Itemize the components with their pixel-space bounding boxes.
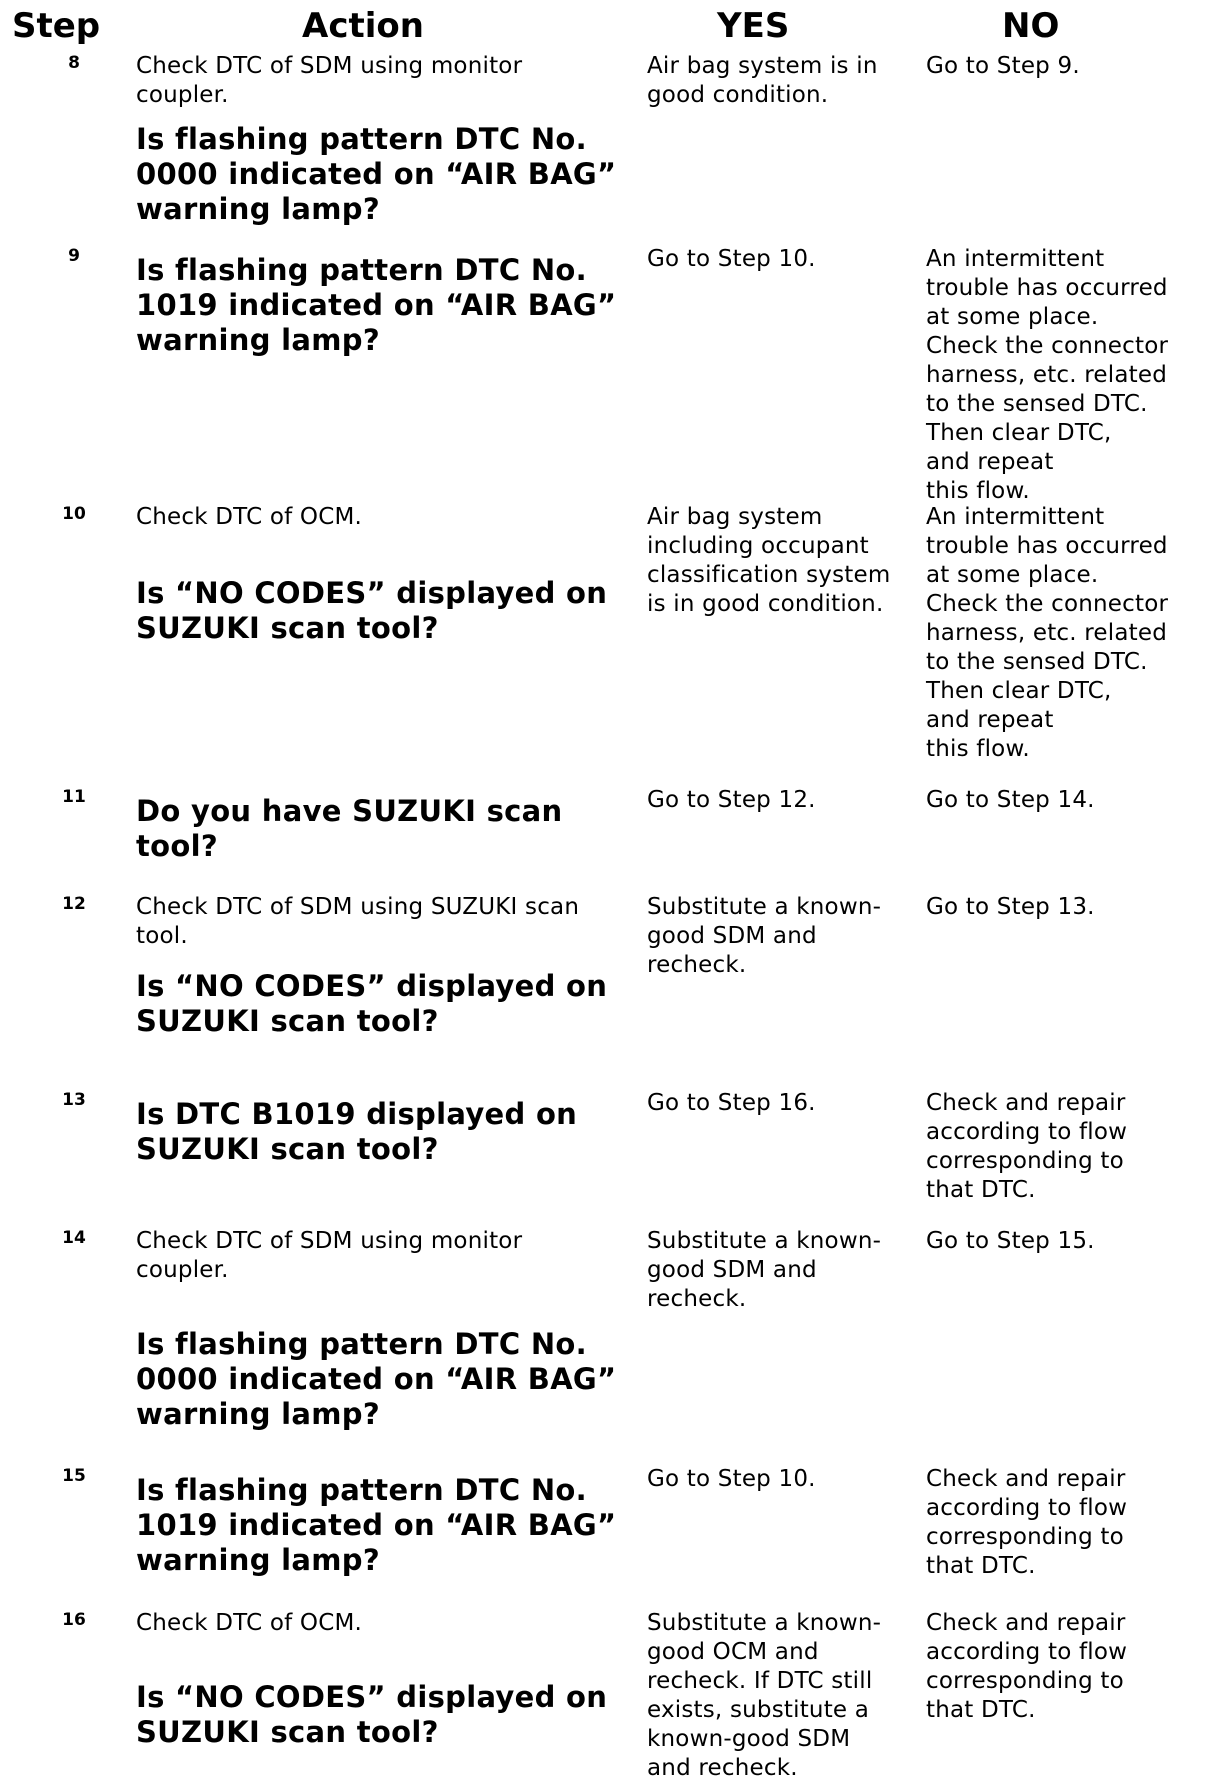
yes-cell [647, 245, 909, 274]
instruction-line: coupler. [136, 1257, 229, 1283]
no-line: corresponding to [926, 1148, 1124, 1174]
no-line: Go to Step 9. [926, 53, 1080, 79]
no-line: at some place. [926, 304, 1099, 330]
yes-cell [647, 786, 909, 815]
yes-line: recheck. If DTC still [647, 1668, 873, 1694]
action-question [136, 1680, 636, 1750]
no-cell [926, 1089, 1216, 1205]
question-line: 0000 indicated on “AIR BAG” [136, 157, 617, 191]
no-cell [926, 893, 1216, 922]
yes-line: Go to Step 10. [647, 246, 816, 272]
question-line: Is “NO CODES” displayed on [136, 1680, 608, 1714]
question-line: Is flashing pattern DTC No. [136, 122, 587, 156]
step-number: 11 [62, 787, 86, 807]
action-question [136, 1473, 636, 1578]
no-line: Check and repair [926, 1610, 1126, 1636]
action-question [136, 969, 636, 1039]
action-question [136, 1097, 636, 1167]
header-action: Action [302, 6, 424, 46]
header-no: NO [1002, 6, 1060, 46]
no-cell [926, 1609, 1216, 1725]
no-line: harness, etc. related [926, 362, 1168, 388]
question-line: Is flashing pattern DTC No. [136, 1473, 587, 1507]
action-question [136, 1327, 636, 1432]
no-cell [926, 245, 1216, 506]
header-step: Step [12, 6, 101, 46]
question-line: 1019 indicated on “AIR BAG” [136, 288, 617, 322]
yes-line: Air bag system [647, 504, 823, 530]
step-number: 16 [62, 1610, 86, 1630]
no-line: Check the connector [926, 333, 1169, 359]
question-line: Is flashing pattern DTC No. [136, 1327, 587, 1361]
question-line: SUZUKI scan tool? [136, 1004, 439, 1038]
action-cell [136, 52, 636, 227]
step-number: 13 [62, 1090, 86, 1110]
action-cell [136, 1609, 636, 1750]
no-line: that DTC. [926, 1697, 1036, 1723]
no-line: Then clear DTC, [926, 420, 1112, 446]
instruction-line: Check DTC of SDM using SUZUKI scan [136, 894, 580, 920]
yes-line: recheck. [647, 1286, 747, 1312]
action-cell [136, 245, 636, 358]
no-line: according to flow [926, 1119, 1128, 1145]
instruction-line: Check DTC of OCM. [136, 1610, 363, 1636]
yes-cell [647, 503, 909, 619]
no-line: according to flow [926, 1495, 1128, 1521]
no-line: to the sensed DTC. [926, 391, 1148, 417]
no-line: Check the connector [926, 591, 1169, 617]
instruction-line: Check DTC of OCM. [136, 504, 363, 530]
action-instruction [136, 893, 636, 951]
action-instruction [136, 1609, 636, 1638]
action-instruction [136, 503, 636, 532]
no-line: Go to Step 13. [926, 894, 1095, 920]
yes-line: including occupant [647, 533, 869, 559]
action-question [136, 253, 636, 358]
yes-line: Go to Step 12. [647, 787, 816, 813]
yes-line: recheck. [647, 952, 747, 978]
question-line: SUZUKI scan tool? [136, 1715, 439, 1749]
yes-cell [647, 1089, 909, 1118]
no-cell [926, 786, 1216, 815]
action-cell [136, 1089, 636, 1167]
action-instruction [136, 52, 636, 110]
no-line: trouble has occurred [926, 533, 1168, 559]
step-number: 15 [62, 1466, 86, 1486]
no-line: that DTC. [926, 1553, 1036, 1579]
instruction-line: coupler. [136, 82, 229, 108]
yes-line: Go to Step 10. [647, 1466, 816, 1492]
no-line: this flow. [926, 478, 1030, 504]
action-question [136, 122, 636, 227]
yes-line: good SDM and [647, 1257, 817, 1283]
yes-cell [647, 52, 909, 110]
no-line: at some place. [926, 562, 1099, 588]
step-number: 14 [62, 1228, 86, 1248]
action-cell [136, 1465, 636, 1578]
action-question [136, 794, 636, 864]
yes-line: classification system [647, 562, 891, 588]
yes-line: and recheck. [647, 1755, 798, 1781]
no-line: trouble has occurred [926, 275, 1168, 301]
question-line: tool? [136, 829, 218, 863]
action-instruction [136, 1227, 636, 1285]
question-line: 0000 indicated on “AIR BAG” [136, 1362, 617, 1396]
no-line: that DTC. [926, 1177, 1036, 1203]
yes-cell [647, 1609, 909, 1783]
no-line: Go to Step 14. [926, 787, 1095, 813]
no-line: and repeat [926, 449, 1054, 475]
question-line: SUZUKI scan tool? [136, 1132, 439, 1166]
no-line: Go to Step 15. [926, 1228, 1095, 1254]
question-line: Is flashing pattern DTC No. [136, 253, 587, 287]
no-line: according to flow [926, 1639, 1128, 1665]
yes-line: Substitute a known- [647, 1228, 882, 1254]
yes-line: good SDM and [647, 923, 817, 949]
yes-line: is in good condition. [647, 591, 884, 617]
no-cell [926, 1227, 1216, 1256]
action-cell [136, 893, 636, 1039]
yes-cell [647, 1227, 909, 1314]
yes-line: good OCM and [647, 1639, 819, 1665]
no-cell [926, 503, 1216, 764]
no-line: Then clear DTC, [926, 678, 1112, 704]
action-question [136, 576, 636, 646]
question-line: Is DTC B1019 displayed on [136, 1097, 578, 1131]
instruction-line: Check DTC of SDM using monitor [136, 53, 523, 79]
no-line: corresponding to [926, 1668, 1124, 1694]
question-line: 1019 indicated on “AIR BAG” [136, 1508, 617, 1542]
no-line: Check and repair [926, 1090, 1126, 1116]
question-line: warning lamp? [136, 192, 380, 226]
yes-line: Substitute a known- [647, 1610, 882, 1636]
no-cell [926, 52, 1216, 81]
no-line: harness, etc. related [926, 620, 1168, 646]
step-number: 10 [62, 504, 86, 524]
step-number: 8 [68, 53, 80, 73]
step-number: 12 [62, 894, 86, 914]
question-line: Is “NO CODES” displayed on [136, 969, 608, 1003]
yes-line: exists, substitute a [647, 1697, 870, 1723]
action-cell [136, 786, 636, 864]
question-line: warning lamp? [136, 1543, 380, 1577]
question-line: Is “NO CODES” displayed on [136, 576, 608, 610]
no-line: this flow. [926, 736, 1030, 762]
header-yes: YES [717, 6, 790, 46]
yes-line: good condition. [647, 82, 829, 108]
instruction-line: tool. [136, 923, 188, 949]
no-line: corresponding to [926, 1524, 1124, 1550]
no-line: An intermittent [926, 246, 1105, 272]
question-line: warning lamp? [136, 323, 380, 357]
no-line: and repeat [926, 707, 1054, 733]
action-cell [136, 1227, 636, 1432]
yes-cell [647, 1465, 909, 1494]
question-line: Do you have SUZUKI scan [136, 794, 563, 828]
no-line: Check and repair [926, 1466, 1126, 1492]
no-line: An intermittent [926, 504, 1105, 530]
yes-line: known-good SDM [647, 1726, 851, 1752]
yes-cell [647, 893, 909, 980]
yes-line: Go to Step 16. [647, 1090, 816, 1116]
question-line: SUZUKI scan tool? [136, 611, 439, 645]
question-line: warning lamp? [136, 1397, 380, 1431]
yes-line: Air bag system is in [647, 53, 878, 79]
no-cell [926, 1465, 1216, 1581]
yes-line: Substitute a known- [647, 894, 882, 920]
instruction-line: Check DTC of SDM using monitor [136, 1228, 523, 1254]
action-cell [136, 503, 636, 646]
no-line: to the sensed DTC. [926, 649, 1148, 675]
step-number: 9 [68, 246, 80, 266]
